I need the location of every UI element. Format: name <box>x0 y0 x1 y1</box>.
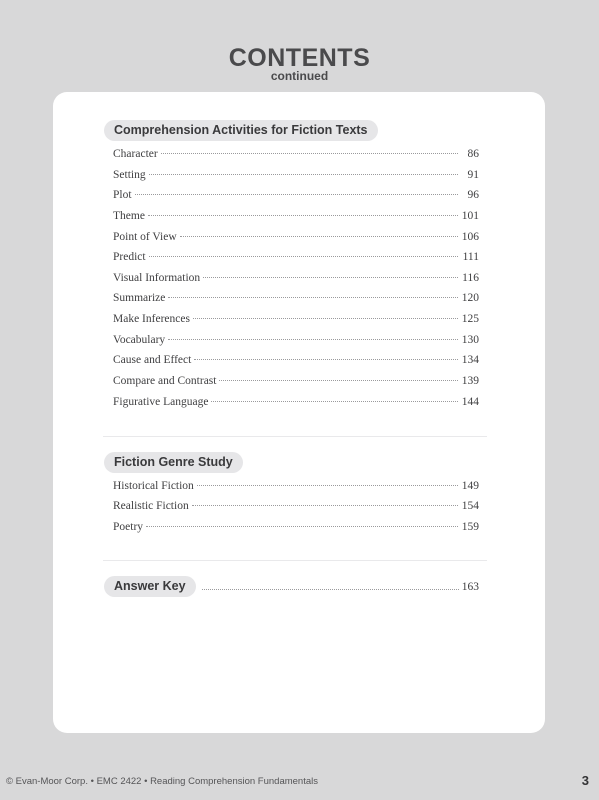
toc-entry-label: Cause and Effect <box>113 354 192 366</box>
toc-entry-theme[interactable] <box>113 210 479 228</box>
toc-entry-page: 116 <box>462 272 479 284</box>
toc-entry-page: 144 <box>461 396 479 408</box>
toc-entry-page: 106 <box>461 231 479 243</box>
page-subtitle: continued <box>270 69 329 83</box>
toc-entry-vocabulary[interactable] <box>113 334 479 352</box>
leader-dots <box>135 193 458 195</box>
toc-entry-page: 139 <box>461 375 479 387</box>
footer-credit: © Evan-Moor Corp. • EMC 2422 • Reading Comprehension Fundamentals <box>6 776 318 787</box>
toc-entry-figurative-language[interactable] <box>113 396 479 414</box>
leader-dots <box>180 235 458 237</box>
toc-entry-plot[interactable] <box>113 189 479 207</box>
toc-entry-page: 134 <box>461 354 479 366</box>
toc-entry-label: Figurative Language <box>113 396 209 408</box>
leader-dots <box>193 317 458 319</box>
leader-dots <box>149 173 458 175</box>
toc-entry-page: 111 <box>462 251 479 263</box>
toc-entry-label: Realistic Fiction <box>113 500 189 512</box>
toc-entry-label: Summarize <box>113 292 166 304</box>
toc-entry-page: 130 <box>461 334 479 346</box>
toc-entry-character[interactable] <box>113 148 479 166</box>
toc-entry-page: 154 <box>461 500 479 512</box>
toc-entry-page: 125 <box>461 313 479 325</box>
toc-entry-compare-and-contrast[interactable] <box>113 375 479 393</box>
toc-entry-visual-information[interactable] <box>113 272 479 290</box>
toc-entry-label: Point of View <box>113 231 177 243</box>
toc-entry-summarize[interactable] <box>113 292 479 310</box>
leader-dots <box>148 214 458 216</box>
page-heading <box>0 44 599 82</box>
toc-entry-make-inferences[interactable] <box>113 313 479 331</box>
contents-card <box>53 92 545 733</box>
page-title: CONTENTS <box>228 44 371 72</box>
leader-dots <box>168 296 458 298</box>
toc-entry-label: Theme <box>113 210 145 222</box>
toc-entry-label: Compare and Contrast <box>113 375 217 387</box>
page-number: 3 <box>581 773 589 788</box>
leader-dots <box>203 276 458 278</box>
toc-entry-poetry[interactable] <box>113 521 479 539</box>
section-title-answer-key: Answer Key <box>104 576 196 597</box>
toc-entry-page: 86 <box>467 148 479 160</box>
section-divider <box>103 560 487 561</box>
toc-entry-label: Historical Fiction <box>113 480 194 492</box>
toc-entry-setting[interactable] <box>113 169 479 187</box>
leader-dots <box>168 338 458 340</box>
section-title-fiction: Comprehension Activities for Fiction Texts <box>104 120 378 141</box>
toc-entry-cause-and-effect[interactable] <box>113 354 479 372</box>
toc-entry-page: 101 <box>461 210 479 222</box>
toc-entry-label: Plot <box>113 189 132 201</box>
leader-dots <box>211 400 458 402</box>
leader-dots <box>219 379 458 381</box>
section-divider <box>103 436 487 437</box>
leader-dots <box>202 588 459 590</box>
toc-entry-realistic-fiction[interactable] <box>113 500 479 518</box>
leader-dots <box>194 358 458 360</box>
leader-dots <box>161 152 458 154</box>
toc-entry-label: Make Inferences <box>113 313 190 325</box>
leader-dots <box>149 255 458 257</box>
toc-entry-page: 120 <box>461 292 479 304</box>
toc-entry-label: Poetry <box>113 521 144 533</box>
leader-dots <box>192 504 458 506</box>
toc-entry-page: 163 <box>461 580 479 593</box>
toc-entry-historical-fiction[interactable] <box>113 480 479 498</box>
toc-entry-page: 149 <box>461 480 479 492</box>
section-title-genre: Fiction Genre Study <box>104 452 243 473</box>
leader-dots <box>197 484 458 486</box>
toc-entry-page: 91 <box>467 169 479 181</box>
toc-entry-page: 96 <box>467 189 479 201</box>
toc-entry-label: Predict <box>113 251 146 263</box>
toc-entry-label: Visual Information <box>113 272 201 284</box>
toc-entry-label: Vocabulary <box>113 334 166 346</box>
toc-entry-label: Character <box>113 148 158 160</box>
toc-entry-answer-key[interactable] <box>104 576 479 597</box>
toc-entry-predict[interactable] <box>113 251 479 269</box>
toc-entry-page: 159 <box>461 521 479 533</box>
toc-entry-point-of-view[interactable] <box>113 231 479 249</box>
toc-entry-label: Setting <box>113 169 146 181</box>
leader-dots <box>146 525 458 527</box>
